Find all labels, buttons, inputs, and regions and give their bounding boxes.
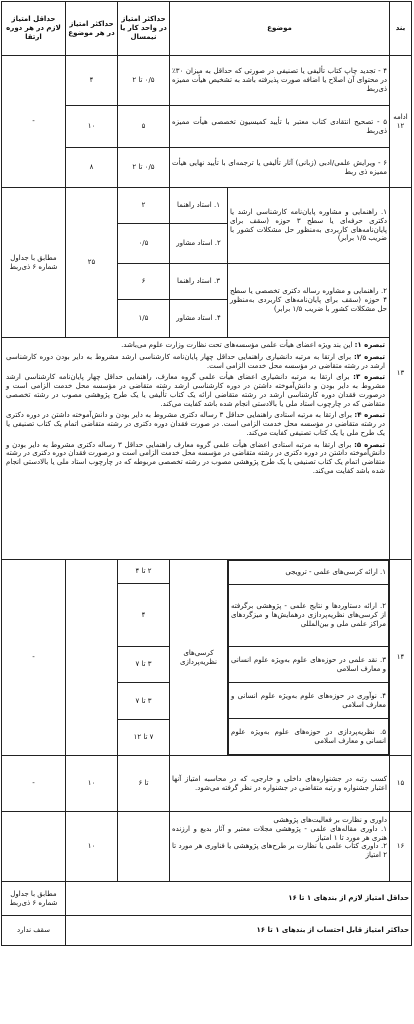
unit-14-4: ۳ تا ۷ bbox=[117, 683, 169, 719]
subject-13-2: ۲. راهنمایی و مشاوره رساله دکتری تخصصی یا سطح ۴ حوزه (سقف برای پایان‌نامه‌های کاربردی به‌منظور حل مشکلات کشور با ضریب ۱/۵ برابر) bbox=[228, 264, 390, 338]
subject-14-1: ۱. ارائه کرسی‌های علمی - ترویجی bbox=[229, 561, 389, 585]
subject-12-5: ۵ - تصحیح انتقادی کتاب معتبر با تأیید کمیسیون تخصصی هیأت ممیزه ذی‌ربط bbox=[169, 106, 389, 148]
subject-16 bbox=[169, 812, 389, 882]
unit-14-1: ۲ تا ۴ bbox=[117, 560, 169, 584]
min-12: - bbox=[1, 56, 65, 188]
subject-16-line-2: ۱. داوری مقاله‌های علمی - پژوهشی مجلات معتبر و آثار بدیع و ارزنده هنری هر مورد تا ۱ امتیاز bbox=[171, 824, 387, 842]
header-min-required: حداقل امتیاز لازم در هر دوره ارتقا bbox=[1, 2, 65, 56]
unit-13-1: ۲ bbox=[117, 188, 169, 224]
max-12-4: ۴ bbox=[65, 56, 117, 106]
max-15: ۱۰ bbox=[65, 756, 117, 812]
subject-14-4: ۴. نوآوری در حوزه‌های علوم به‌ویژه علوم انسانی و معارف اسلامی bbox=[229, 683, 389, 719]
unit-14-3: ۳ تا ۷ bbox=[117, 646, 169, 682]
header-subject: موضوع bbox=[169, 2, 389, 56]
unit-14-5: ۷ تا ۱۲ bbox=[117, 719, 169, 755]
note-2: تبصره ۲: برای ارتقا به مرتبه دانشیاری راهنمایی حداقل چهار پایان‌نامه کارشناسی ارشد مشروط به دایر بودن دوره کارشناسی ارشد در رشته متقاضی در مؤسسه محل خدمت الزامی است. bbox=[5, 352, 386, 370]
row14-inner bbox=[228, 560, 389, 755]
subject-12-6: ۶ - ویرایش علمی/ادبی (زبانی) آثار تألیفی یا ترجمه‌ای با تأیید نهایی هیأت ممیزه ذی ربط bbox=[169, 148, 389, 188]
subject-16-line-3: ۲. داوری کتاب علمی یا نظارت بر طرح‌های پژوهشی یا فناوری هر مورد تا ۲ امتیاز bbox=[171, 842, 387, 859]
total-min-label: حداقل امتیاز لازم از بندهای ۱ تا ۱۶ bbox=[65, 882, 411, 916]
unit-13-3: ۶ bbox=[117, 264, 169, 300]
min-14: - bbox=[1, 560, 65, 756]
total-max-label: حداکثر امتیاز قابل احتساب از بندهای ۱ تا ۱۶ bbox=[65, 916, 411, 946]
unit-12-5: ۵ bbox=[117, 106, 169, 148]
max-14 bbox=[65, 560, 117, 756]
band-14: ۱۴ bbox=[390, 560, 412, 756]
subject-15: کسب رتبه در جشنواره‌های داخلی و خارجی، که در محاسبه امتیاز آنها اعتبار جشنواره و رتبه متقاضی در جشنواره در نظر گرفته می‌شود. bbox=[169, 756, 389, 812]
band-13: ۱۳ bbox=[390, 188, 412, 560]
subject-14-2: ۲. ارائه دستاوردها و نتایج علمی - پژوهشی برگرفته از کرسی‌های نظریه‌پردازی درهمایش‌ها و میزگردهای مراکز علمی ملی و بین‌المللی bbox=[229, 585, 389, 647]
role-13-4: ۴. استاد مشاور bbox=[169, 300, 227, 338]
max-12-5: ۱۰ bbox=[65, 106, 117, 148]
document bbox=[2, 1, 412, 1023]
header-max-per-subject: حداکثر امتیاز در هر موضوع bbox=[65, 2, 117, 56]
table-row bbox=[1, 188, 411, 224]
unit-15: تا ۶ bbox=[117, 756, 169, 812]
total-max-row bbox=[1, 916, 411, 946]
note-5: تبصره ۵: برای ارتقا به مرتبه استادی اعضای هیأت علمی گروه معارف راهنمایی حداقل ۳ رساله دکتری مشروط به دایر بودن و دانش‌آموخته داشتن در دوره دکتری در رشته متقاضی در مؤسسه محل خدمت الزامی است و درصورت فقدان دوره دکتری در رشته متقاضی اتمام یک کتاب تصنیفی یا یک طرح پژوهشی مصوب در رشته تخصصی مربوطه که در چارچوب استاد ملی یا بالادستی انجام شده باشد کفایت می‌کند. bbox=[5, 440, 385, 475]
band-12: ادامه ۱۲ bbox=[390, 56, 412, 188]
title-14: کرسی‌های نظریه‌پردازی bbox=[169, 560, 227, 756]
total-min-value: مطابق با جداول شماره ۶ ذی‌ربط bbox=[1, 882, 65, 916]
total-max-value: سقف ندارد bbox=[1, 916, 65, 946]
note-1: تبصره ۱: این بند ویژه اعضای هیأت علمی مؤسسه‌های تحت نظارت وزارت علوم می‌باشد. bbox=[121, 341, 385, 349]
header-max-per-unit: حداکثر امتیاز در واحد کار یا نیمسال bbox=[117, 2, 169, 56]
band-16: ۱۶ bbox=[390, 812, 412, 882]
subject-13-1: ۱. راهنمایی و مشاوره پایان‌نامه کارشناسی ارشد یا دکتری حرفه‌ای یا سطح ۳ حوزه (سقف برای پایان‌نامه‌های کاربردی به‌منظور حل مشکلات کشور با ضریب ۱/۵ برابر) bbox=[228, 188, 390, 264]
min-16 bbox=[1, 812, 65, 882]
min-13: مطابق با جداول شماره ۶ ذی‌ربط bbox=[1, 188, 65, 338]
table-row bbox=[1, 56, 411, 106]
subject-14-3: ۳. نقد علمی در حوزه‌های علوم به‌ویژه علوم انسانی و معارف اسلامی bbox=[229, 647, 389, 683]
note-4: تبصره ۴: برای ارتقا به مرتبه استادی راهنمایی حداقل ۳ رساله دکتری مشروط به دایر بودن و دانش‌آموخته داشتن در دوره دکتری در رشته متقاضی در مؤسسه محل خدمت الزامی است. در صورت فقدان دوره دکتری در رشته متقاضی اتمام یک کتاب تصنیفی یا یک طرح ملی یا یک کتاب تصنیفی کفایت می‌کند. bbox=[5, 411, 385, 437]
subject-16-line-1: داوری و نظارت بر فعالیت‌های پژوهشی bbox=[273, 816, 387, 824]
band-15: ۱۵ bbox=[390, 756, 412, 812]
header-band: بند bbox=[390, 2, 412, 56]
unit-13-4: ۱/۵ bbox=[117, 300, 169, 338]
unit-12-6: ۰/۵ تا ۲ bbox=[117, 148, 169, 188]
role-13-2: ۲. استاد مشاور bbox=[169, 224, 227, 264]
note-3: تبصره ۳: برای ارتقا به مرتبه دانشیاری اعضای هیأت علمی گروه معارف، راهنمایی حداقل چهار پایان‌نامه کارشناسی ارشد مشروط به دایر بودن و دانش‌آموخته داشتن در دوره کارشناسی ارشد رشته متقاضی در مؤسسه محل خدمت الزامی است و درصورت فقدان دوره کارشناسی ارشد در رشته متقاضی ارائه یک کتاب تألیفی یا یک طرح پژوهشی مصوب در رشته تخصصی متقاضی که در چارچوب استاد ملی یا بالادستی انجام شده باشد کفایت می‌کند. bbox=[5, 373, 386, 408]
table-row bbox=[1, 756, 411, 812]
max-13: ۲۵ bbox=[65, 188, 117, 338]
role-13-3: ۳. استاد راهنما bbox=[169, 264, 227, 300]
max-16: ۱۰ bbox=[65, 812, 117, 882]
header-row bbox=[1, 2, 411, 56]
table-row bbox=[1, 338, 411, 560]
table-row bbox=[1, 812, 411, 882]
unit-13-2: ۰/۵ bbox=[117, 224, 169, 264]
role-13-1: ۱. استاد راهنما bbox=[169, 188, 227, 224]
unit-16 bbox=[117, 812, 169, 882]
table-row bbox=[1, 560, 411, 584]
subject-14-5: ۵. نظریه‌پردازی در حوزه‌های علوم به‌ویژه علوم انسانی و معارف اسلامی bbox=[229, 719, 389, 755]
subject-12-4: ۴ - تجدید چاپ کتاب تألیفی یا تصنیفی در صورتی که حداقل به میزان ۳۰٪ در محتوای آن اصلاح یا اضافه صورت پذیرفته باشد به تشخیص هیأت ممیزه ذی‌ربط bbox=[169, 56, 389, 106]
max-12-6: ۸ bbox=[65, 148, 117, 188]
row14-content bbox=[228, 560, 390, 756]
score-table bbox=[1, 1, 412, 946]
min-15: - bbox=[1, 756, 65, 812]
unit-12-4: ۰/۵ تا ۲ bbox=[117, 56, 169, 106]
unit-14-2: ۴ bbox=[117, 584, 169, 647]
total-min-row bbox=[1, 882, 411, 916]
notes-13 bbox=[1, 338, 389, 560]
